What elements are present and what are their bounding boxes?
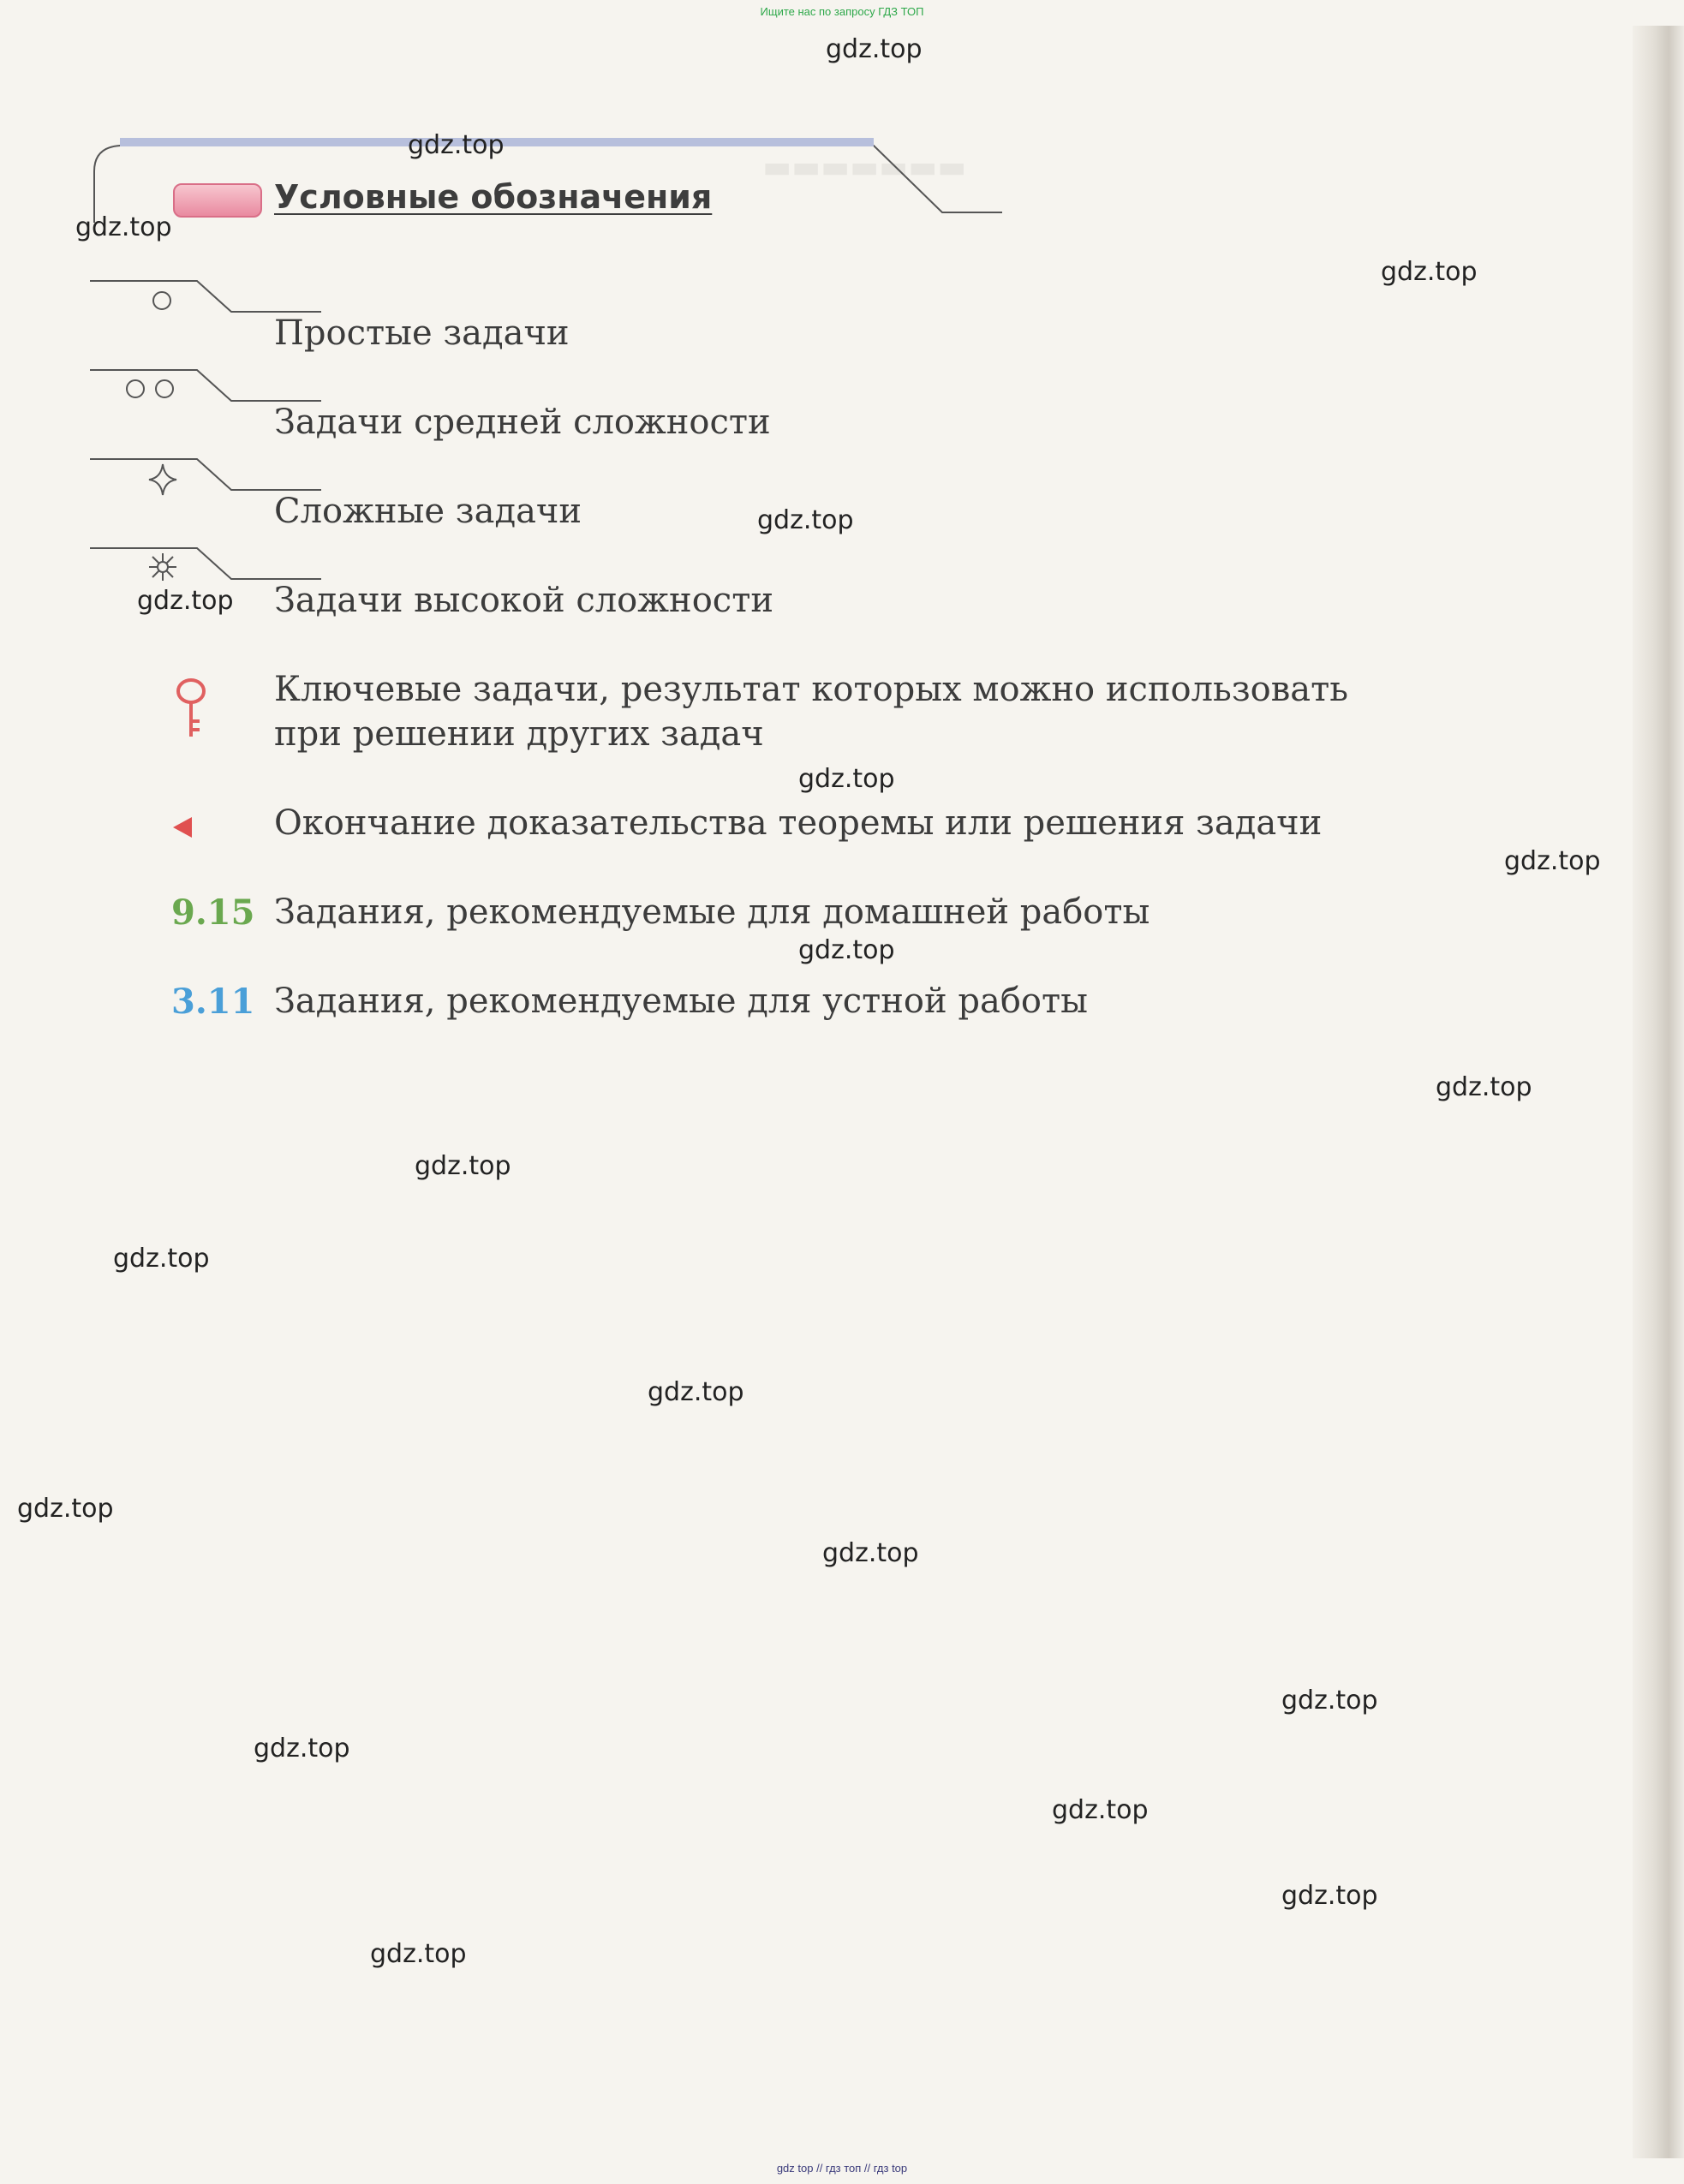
watermark: gdz.top: [254, 1733, 350, 1763]
legend-simple-tasks: Простые задачи: [274, 313, 570, 353]
legend-very-hard-tasks: Задачи высокой сложности: [274, 581, 773, 620]
end-proof-text: Окончание доказательства теоремы или решения задачи: [274, 803, 1323, 843]
watermark: gdz.top: [1381, 257, 1478, 287]
watermark: gdz.top: [648, 1377, 744, 1407]
watermark: gdz.top: [757, 505, 854, 535]
watermark: gdz.top: [798, 935, 895, 965]
homework-number: 9.15: [171, 892, 255, 933]
oral-number: 3.11: [171, 982, 255, 1022]
watermark: gdz.top: [137, 586, 234, 616]
title-badge: [173, 183, 262, 218]
watermark: gdz.top: [1504, 846, 1601, 876]
watermark: gdz.top: [1436, 1072, 1532, 1102]
bottom-banner[interactable]: gdz top // гдз топ // гдз top: [776, 2162, 908, 2175]
four-point-star-icon: [147, 462, 178, 497]
watermark: gdz.top: [408, 130, 505, 160]
watermark: gdz.top: [1281, 1686, 1378, 1716]
top-banner[interactable]: Ищите нас по запросу ГДЗ ТОП: [760, 5, 924, 18]
watermark: gdz.top: [75, 212, 172, 242]
tab-frame: [90, 456, 321, 493]
watermark: gdz.top: [113, 1244, 210, 1274]
triangle-marker-icon: [171, 815, 194, 839]
watermark: gdz.top: [826, 34, 923, 64]
watermark: gdz.top: [17, 1494, 114, 1524]
key-icon: [170, 677, 212, 740]
key-tasks-line2: при решении других задач: [274, 714, 764, 754]
watermark: gdz.top: [1281, 1881, 1378, 1911]
watermark: gdz.top: [798, 764, 895, 794]
legend-hard-tasks: Сложные задачи: [274, 492, 582, 531]
watermark: gdz.top: [1052, 1795, 1149, 1825]
page-title: Условные обозначения: [274, 178, 713, 216]
watermark: gdz.top: [415, 1151, 511, 1181]
two-circles-icon: [123, 378, 178, 400]
watermark: gdz.top: [822, 1538, 919, 1568]
bleed-through-text: ▬▬▬▬▬▬▬: [762, 150, 967, 185]
book-spine-shadow: [1633, 26, 1684, 2158]
tab-frame: [90, 277, 321, 315]
oral-text: Задания, рекомендуемые для устной работы: [274, 982, 1088, 1021]
key-tasks-line1: Ключевые задачи, результат которых можно использовать: [274, 670, 1348, 709]
homework-text: Задания, рекомендуемые для домашней работы: [274, 892, 1150, 932]
legend-medium-tasks: Задачи средней сложности: [274, 403, 771, 442]
burst-star-icon: [147, 552, 178, 582]
one-circle-icon: [151, 289, 173, 312]
tab-frame: [90, 545, 321, 582]
watermark: gdz.top: [370, 1939, 467, 1969]
